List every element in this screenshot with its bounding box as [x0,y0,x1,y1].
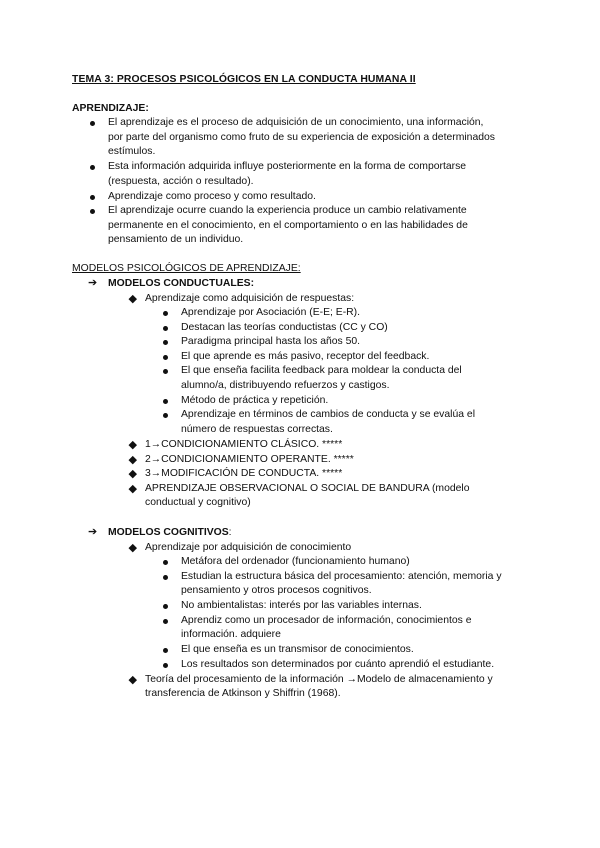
list-item-line: El que enseña facilita feedback para moldear la conducta del [181,365,462,376]
list-item-line: Destacan las teorías conductistas (CC y CO) [181,322,388,333]
list-item-line: Método de práctica y repetición. [181,395,329,406]
diamond-bullet-icon [129,544,137,552]
arrow-right-icon: ➔ [88,526,98,538]
bullet-dot-icon [163,604,168,609]
bullet-dot-icon [163,560,168,565]
subsection-heading-cognitivos [108,526,232,541]
page-title: TEMA 3: PROCESOS PSICOLÓGICOS EN LA CONDUCTA HUMANA II [72,74,416,85]
bullet-dot-icon [90,209,95,214]
list-item-line: Estudian la estructura básica del procesamiento: atención, memoria y [181,571,502,582]
list-item-line: conductual y cognitivo) [145,497,251,508]
diamond-bullet-icon [129,295,137,303]
list-item-line: El que enseña es un transmisor de conocimientos. [181,644,414,655]
list-item-line: información. adquiere [181,629,281,640]
list-item-line: permanente en el conocimiento, en el comportamiento o en las habilidades de [108,220,468,231]
list-item-line: 3→MODIFICACIÓN DE CONDUCTA. ***** [145,468,343,479]
list-item-line: 2→CONDICIONAMIENTO OPERANTE. ***** [145,454,354,465]
bullet-dot-icon [163,413,168,418]
diamond-bullet-icon [129,456,137,464]
bullet-dot-icon [163,663,168,668]
list-item-line: pensamiento y otros procesos cognitivos. [181,585,372,596]
list-item-line: Aprendizaje por adquisición de conocimiento [145,542,352,553]
list-item-line: Paradigma principal hasta los años 50. [181,336,361,347]
subsection-heading-conductuales: MODELOS CONDUCTUALES: [108,278,255,289]
bullet-dot-icon [163,399,168,404]
list-item-line: El que aprende es más pasivo, receptor del feedback. [181,351,430,362]
arrow-right-icon: ➔ [88,277,98,289]
list-item-line: Los resultados son determinados por cuánto aprendió el estudiante. [181,659,495,670]
bullet-dot-icon [163,369,168,374]
diamond-bullet-icon [129,441,137,449]
list-item-line: El aprendizaje ocurre cuando la experiencia produce un cambio relativamente [108,205,467,216]
bullet-dot-icon [90,195,95,200]
list-item-line: El aprendizaje es el proceso de adquisición de un conocimiento, una información, [108,117,484,128]
list-item-line: Metáfora del ordenador (funcionamiento humano) [181,556,410,567]
list-item-line: Aprendizaje en términos de cambios de conducta y se evalúa el [181,409,475,420]
list-item-line: (respuesta, acción o resultado). [108,176,254,187]
bullet-dot-icon [163,355,168,360]
list-item-line: transferencia de Atkinson y Shiffrin (1968). [145,688,341,699]
list-item-line: estímulos. [108,146,156,157]
bullet-dot-icon [163,326,168,331]
bullet-dot-icon [163,648,168,653]
list-item-line: Esta información adquirida influye posteriormente en la forma de comportarse [108,161,467,172]
list-item-line: por parte del organismo como fruto de su experiencia de exposición a determinados [108,132,495,143]
list-item-line: alumno/a, distribuyendo refuerzos y castigos. [181,380,390,391]
list-item-line: número de respuestas correctas. [181,424,333,435]
bullet-dot-icon [163,311,168,316]
section-heading-aprendizaje: APRENDIZAJE: [72,103,149,114]
list-item-line: APRENDIZAJE OBSERVACIONAL O SOCIAL DE BANDURA (modelo [145,483,470,494]
bullet-dot-icon [90,165,95,170]
bullet-dot-icon [163,340,168,345]
cognitivos-heading-colon: : [228,527,232,538]
bullet-dot-icon [90,121,95,126]
list-item-line: Teoría del procesamiento de la información →Modelo de almacenamiento y [145,674,493,685]
list-item-line: Aprendizaje como adquisición de respuestas: [145,293,355,304]
bullet-dot-icon [163,619,168,624]
bullet-dot-icon [163,575,168,580]
list-item-line: Aprendizaje por Asociación (E-E; E-R). [181,307,361,318]
list-item-line: Aprendiz como un procesador de información, conocimientos e [181,615,472,626]
cognitivos-heading-text: MODELOS COGNITIVOS [108,527,229,538]
diamond-bullet-icon [129,676,137,684]
list-item-line: pensamiento de un individuo. [108,234,244,245]
diamond-bullet-icon [129,485,137,493]
diamond-bullet-icon [129,470,137,478]
list-item-line: 1→CONDICIONAMIENTO CLÁSICO. ***** [145,439,343,450]
list-item-line: Aprendizaje como proceso y como resultado. [108,191,316,202]
section-heading-modelos: MODELOS PSICOLÓGICOS DE APRENDIZAJE: [72,263,301,274]
list-item-line: No ambientalistas: interés por las variables internas. [181,600,422,611]
